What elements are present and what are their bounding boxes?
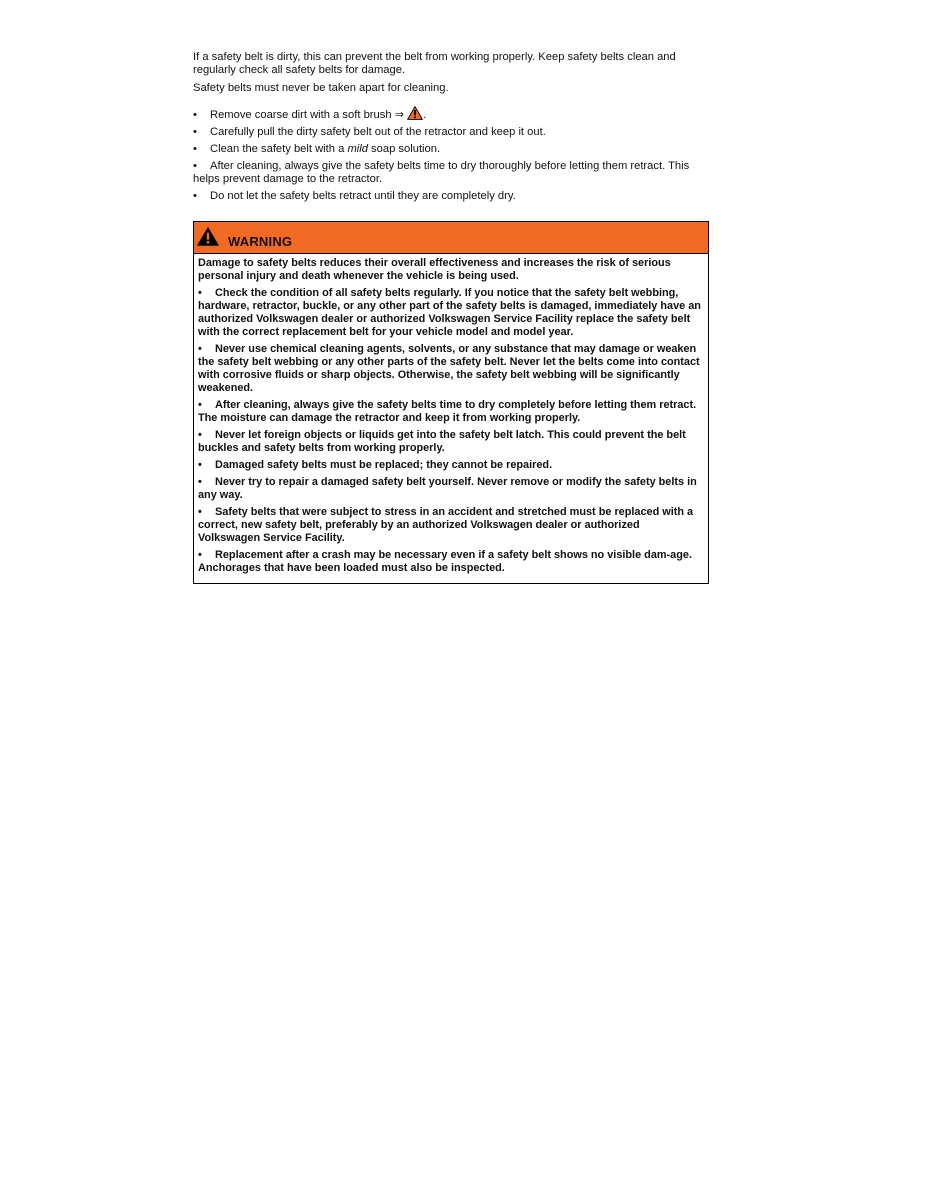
list-item [193, 106, 709, 122]
warning-item [198, 429, 704, 455]
step-dry-text: After cleaning, always give the safety belts time to dry thoroughly before letting them retract. This helps prevent damage to the retractor. [193, 160, 690, 185]
warning-item-text: Damaged safety belts must be replaced; they cannot be repaired. [215, 459, 553, 471]
bullet-symbol: • [198, 549, 202, 561]
intro-paragraph-no-disassembly: Safety belts must never be taken apart for cleaning. [193, 82, 449, 94]
list-item [193, 143, 709, 156]
bullet-symbol: • [198, 459, 202, 471]
bullet-symbol: • [198, 343, 202, 355]
document-page [193, 51, 709, 584]
step-brush-suffix: . [423, 109, 427, 121]
bullet-symbol: • [198, 476, 202, 488]
step-clean-emphasis: mild [347, 143, 368, 155]
warning-item-text: After cleaning, always give the safety belts time to dry completely before letting them retract. The moisture can damage the retractor and keep it from working properly. [198, 399, 697, 424]
bullet-symbol: • [198, 399, 202, 411]
warning-intro: Damage to safety belts reduces their overall effectiveness and increases the risk of serious personal injury and death whenever the vehicle is being used. [198, 257, 671, 282]
warning-item [198, 287, 704, 339]
warning-item [198, 549, 704, 575]
bullet-symbol: • [198, 287, 202, 299]
warning-item [198, 506, 704, 545]
warning-item-text: Safety belts that were subject to stress in an accident and stretched must be replaced with a correct, new safety belt, preferably by an authorized Volkswagen dealer or authorized Volkswagen Service Facility. [198, 506, 694, 544]
warning-header [194, 222, 708, 254]
warning-body [194, 254, 708, 583]
bullet-symbol: • [193, 126, 197, 138]
warning-triangle-icon [197, 227, 219, 246]
warning-item [198, 459, 704, 472]
warning-item-text: Check the condition of all safety belts regularly. If you notice that the safety belt webbing, hardware, retractor, buckle, or any other part of the safety belts is damaged, immediately have an authorized Volkswagen dealer or authorized Volkswagen Service Facility replace the safety belt with the correct replacement belt for your vehicle model and model year. [198, 287, 701, 338]
list-item [193, 160, 709, 186]
warning-box [193, 221, 709, 584]
warning-item-text: Never let foreign objects or liquids get into the safety belt latch. This could prevent the belt buckles and safety belts from working properly. [198, 429, 686, 454]
bullet-symbol: • [193, 190, 197, 202]
warning-triangle-icon[interactable] [407, 106, 423, 120]
warning-item [198, 399, 704, 425]
warning-item-text: Never use chemical cleaning agents, solvents, or any substance that may damage or weaken the safety belt webbing or any other parts of the safety belt. Never let the belts come into contact with corrosive fluids or sharp objects. Otherwise, the safety belt webbing will be significantly weakened. [198, 343, 700, 394]
intro-paragraph-dirty-belts: If a safety belt is dirty, this can prevent the belt from working properly. Keep safety belts clean and regularly check all safety belts for damage. [193, 51, 676, 76]
bullet-symbol: • [193, 109, 197, 121]
bullet-symbol: • [193, 160, 197, 172]
bullet-symbol: • [198, 429, 202, 441]
list-item [193, 190, 709, 203]
cleaning-steps-list [193, 106, 709, 203]
bullet-symbol: • [193, 143, 197, 155]
step-no-retract-text: Do not let the safety belts retract until they are completely dry. [210, 190, 516, 202]
warning-item [198, 476, 704, 502]
bullet-symbol: • [198, 506, 202, 518]
list-item [193, 126, 709, 139]
step-clean-text-before: Clean the safety belt with a [210, 143, 348, 155]
step-clean-text-after: soap solution. [367, 143, 441, 155]
warning-item [198, 343, 704, 395]
step-pull-belt-text: Carefully pull the dirty safety belt out of the retractor and keep it out. [210, 126, 546, 138]
warning-item-text: Never try to repair a damaged safety belt yourself. Never remove or modify the safety belts in any way. [198, 476, 697, 501]
step-brush-text: Remove coarse dirt with a soft brush ⇒ [210, 109, 405, 121]
warning-item-text: Replacement after a crash may be necessary even if a safety belt shows no visible dam-age. Anchorages that have been loaded must also be inspected. [198, 549, 692, 574]
warning-title: WARNING [228, 234, 293, 249]
